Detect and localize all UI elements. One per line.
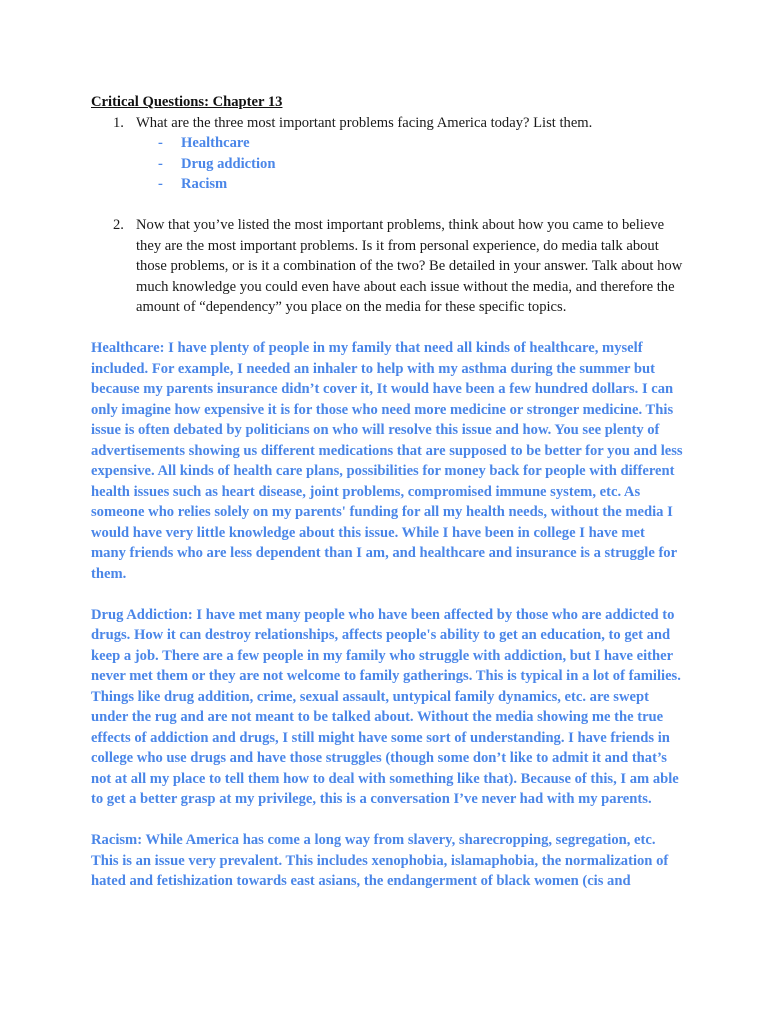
response-racism: Racism: While America has come a long way from slavery, sharecropping, segregation, etc. This is an issue very prevalent. This includes xenophobia, islamaphobia, the normalization of hated and fetishization towards east asians, the endangerment of black women (cis and [91,832,669,889]
answer-text: Drug addiction [181,155,276,172]
bullet-dash: - [158,155,163,172]
answer-list [136,133,683,195]
question-number: 1. [113,114,124,131]
answer-item-racism [136,174,683,195]
question-text: Now that you’ve listed the most important problems, think about how you came to believe they are the most important problems. Is it from personal experience, do media talk about those problems, or is it a combination of the two? Be detailed in your answer. Talk about how much knowledge you could even have about each issue without the media, and therefore the amount of “dependency” you place on the media for these specific topics. [136,217,683,315]
document-page [91,92,683,892]
response-healthcare: Healthcare: I have plenty of people in my family that need all kinds of healthcare, myself included. For example, I needed an inhaler to help with my asthma during the summer but because my parents insurance didn’t cover it, It would have been a few hundred dollars. I can only imagine how expensive it is for those who need more medicine or stronger medicine. This issue is often debated by politicians on who will resolve this issue and how. You see plenty of advertisements showing us different medications that are supposed to be better for you and less expensive. All kinds of health care plans, possibilities for money back for people with different health issues such as heart disease, joint problems, compromised immune system, etc. As someone who relies solely on my parents' funding for all my health needs, without the media I would have very little knowledge about this issue. While I have been in college I have met many friends who are less dependent than I am, and healthcare and insurance is a struggle for them. [91,340,683,582]
answer-item-drug-addiction [136,154,683,175]
bullet-dash: - [158,176,163,192]
question-item-2 [91,215,683,318]
document-title: Critical Questions: Chapter 13 [91,94,283,110]
answer-item-healthcare [136,133,683,154]
question-text: What are the three most important problems facing America today? List them. [136,114,593,131]
answer-text: Healthcare [181,135,250,151]
question-list [91,113,683,318]
question-number: 2. [113,217,124,233]
answer-text: Racism [181,176,228,192]
question-item-1 [91,113,683,195]
bullet-dash: - [158,135,163,151]
response-drug-addiction: Drug Addiction: I have met many people who have been affected by those who are addicted to drugs. How it can destroy relationships, affects people's ability to get an education, to get and keep a job. There are a few people in my family who struggle with addiction, but I have either never met them or they are not welcome to family gatherings. This is typical in a lot of families. Things like drug addition, crime, sexual assault, untypical family dynamics, etc. are swept under the rug and are not meant to be talked about. Without the media showing me the true effects of addiction and drugs, I still might have some sort of understanding. I have friends in college who use drugs and have those struggles (though some don’t like to admit it and that’s not at all my place to tell them how to deal with something like that). Because of this, I am able to get a better grasp at my privilege, this is a conversation I’ve never had with my parents. [91,606,681,807]
